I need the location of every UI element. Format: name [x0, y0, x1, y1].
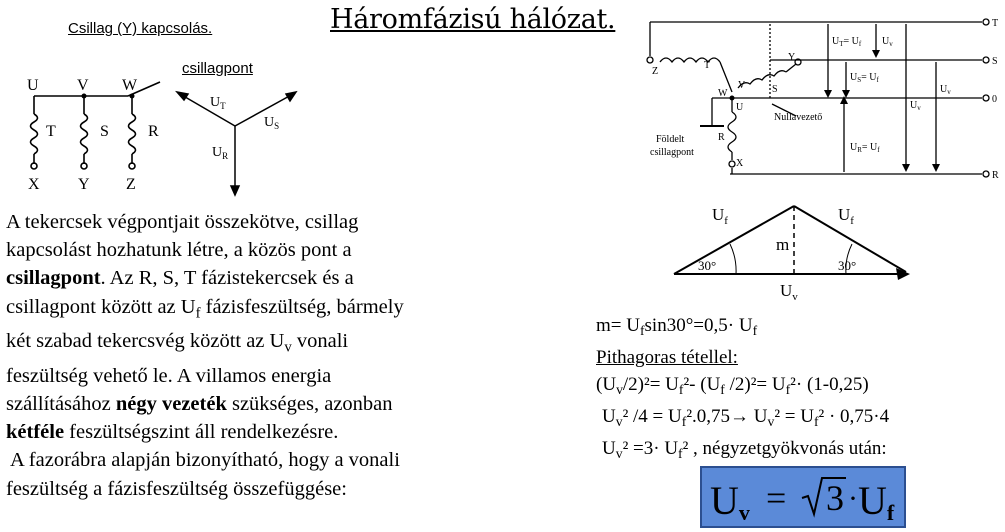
- line-label-t: T: [992, 18, 999, 29]
- line-label-r: R: [992, 170, 999, 181]
- formula-4: $U_v^2 =3\cdot U_f^2$ , négyzetgyökvonás után:: [602, 438, 887, 462]
- result-rhs: Uf: [858, 478, 895, 525]
- coil-name-t: T: [46, 123, 56, 140]
- page-title: Háromfázisú hálózat.: [330, 4, 616, 35]
- explanation-paragraph: [6, 208, 596, 503]
- triangle-base-label: $U_v$: [780, 281, 798, 303]
- line-label-s: S: [992, 56, 998, 67]
- result-dot: ·: [848, 482, 858, 515]
- label-ut-uf: $U_T= U_f$: [832, 36, 862, 48]
- star-connection-title: Csillag (Y) kapcsolás.: [68, 20, 213, 37]
- coil-top-w: W: [122, 77, 138, 94]
- para-line: csillagpont között az $U_f$ fázisfeszültség, bármely: [6, 295, 404, 322]
- coil-r: [129, 114, 136, 154]
- winding-label-r: R: [718, 132, 725, 143]
- ground-label-1: Földelt: [656, 134, 685, 145]
- winding-label-y: Y: [788, 52, 796, 63]
- para-line: feszültség a fázisfeszültség összefüggése:: [6, 477, 347, 500]
- angle-right: 30°: [838, 258, 857, 273]
- ground-label-2: csillagpont: [650, 147, 694, 158]
- coil-top-v: V: [77, 77, 89, 94]
- para-line: A tekercsek végpontjait összekötve, csillag: [6, 211, 359, 233]
- para-line: csillagpont. Az R, S, T fázistekercsek és a: [6, 267, 354, 290]
- pythagoras-heading: Pithagoras tétellel:: [596, 347, 738, 369]
- coil-s: [81, 114, 88, 154]
- label-us: $U_S$: [264, 115, 280, 131]
- formula-2: $(U_v/2)^2= U_f^2-$ ($U_f$ $/2)^2= U_f^2\cdot (1-0,25)$: [596, 374, 869, 398]
- star-point-label: csillagpont: [182, 60, 253, 77]
- para-line: feszültség vehető le. A villamos energia: [6, 364, 332, 387]
- para-line: kétféle feszültségszint áll rendelkezésre.: [6, 421, 339, 444]
- label-ur: $U_R$: [212, 145, 229, 161]
- derivation: [596, 312, 889, 467]
- coil-t: [31, 114, 38, 154]
- phasor-ut: [180, 94, 235, 126]
- para-line: két szabad tekercsvég között az $U_v$ vonali: [6, 330, 349, 356]
- winding-label-v: V: [738, 80, 746, 91]
- coil-bottom-x: X: [28, 176, 40, 193]
- winding-label-w: W: [718, 88, 728, 99]
- result-formula-box: [700, 466, 906, 528]
- coil-name-s: S: [100, 123, 109, 140]
- label-uv-2: $U_v$: [910, 100, 921, 112]
- coil-bottom-z: Z: [126, 176, 136, 193]
- coil-bottom-y: Y: [78, 176, 90, 193]
- label-ut: $U_T$: [210, 95, 226, 111]
- star-connection-diagram: [0, 0, 300, 200]
- network-diagram: [620, 8, 1005, 190]
- winding-label-x: X: [736, 158, 744, 169]
- triangle-right-label: $U_f$: [838, 205, 854, 227]
- triangle-left-label: $U_f$: [712, 205, 728, 227]
- para-line: kapcsolást hozhatunk létre, a közös pont a: [6, 239, 352, 262]
- result-radicand: 3: [826, 478, 844, 518]
- winding-label-u: U: [736, 102, 744, 113]
- coil-name-r: R: [148, 123, 159, 140]
- result-equals: =: [766, 478, 787, 518]
- neutral-label: Nullavezető: [774, 112, 823, 123]
- winding-label-t: T: [704, 60, 711, 71]
- label-uv-3: $U_v$: [940, 84, 951, 96]
- formula-3: $U_v^2$ $/4 = U_f^2.0,75\to U_v^2 = U_f^2 \cdot 0,75\cdot 4$: [602, 406, 890, 430]
- para-line: A fazorábra alapján bizonyítható, hogy a vonali: [6, 449, 400, 472]
- angle-left: 30°: [698, 258, 717, 273]
- line-label-0: 0: [992, 94, 997, 105]
- winding-label-z: Z: [652, 66, 659, 77]
- phasor-triangle: [660, 196, 920, 308]
- result-formula: [702, 468, 904, 526]
- label-ur-uf: $U_R= U_f$: [850, 142, 880, 154]
- para-line: szállításához négy vezeték szükséges, azonban: [6, 393, 393, 416]
- winding-label-s: S: [772, 84, 778, 95]
- winding-r: [728, 112, 736, 152]
- winding-t: [660, 58, 720, 62]
- coil-top-u: U: [27, 77, 39, 94]
- label-uv-1: $U_v$: [882, 36, 893, 48]
- triangle-height-label: m: [776, 235, 790, 254]
- formula-m: $m= U_f\sin 30^\circ=0,5\cdot U_f$: [596, 315, 758, 339]
- label-us-uf: $U_S= U_f$: [850, 72, 879, 84]
- result-lhs: Uv: [710, 478, 750, 525]
